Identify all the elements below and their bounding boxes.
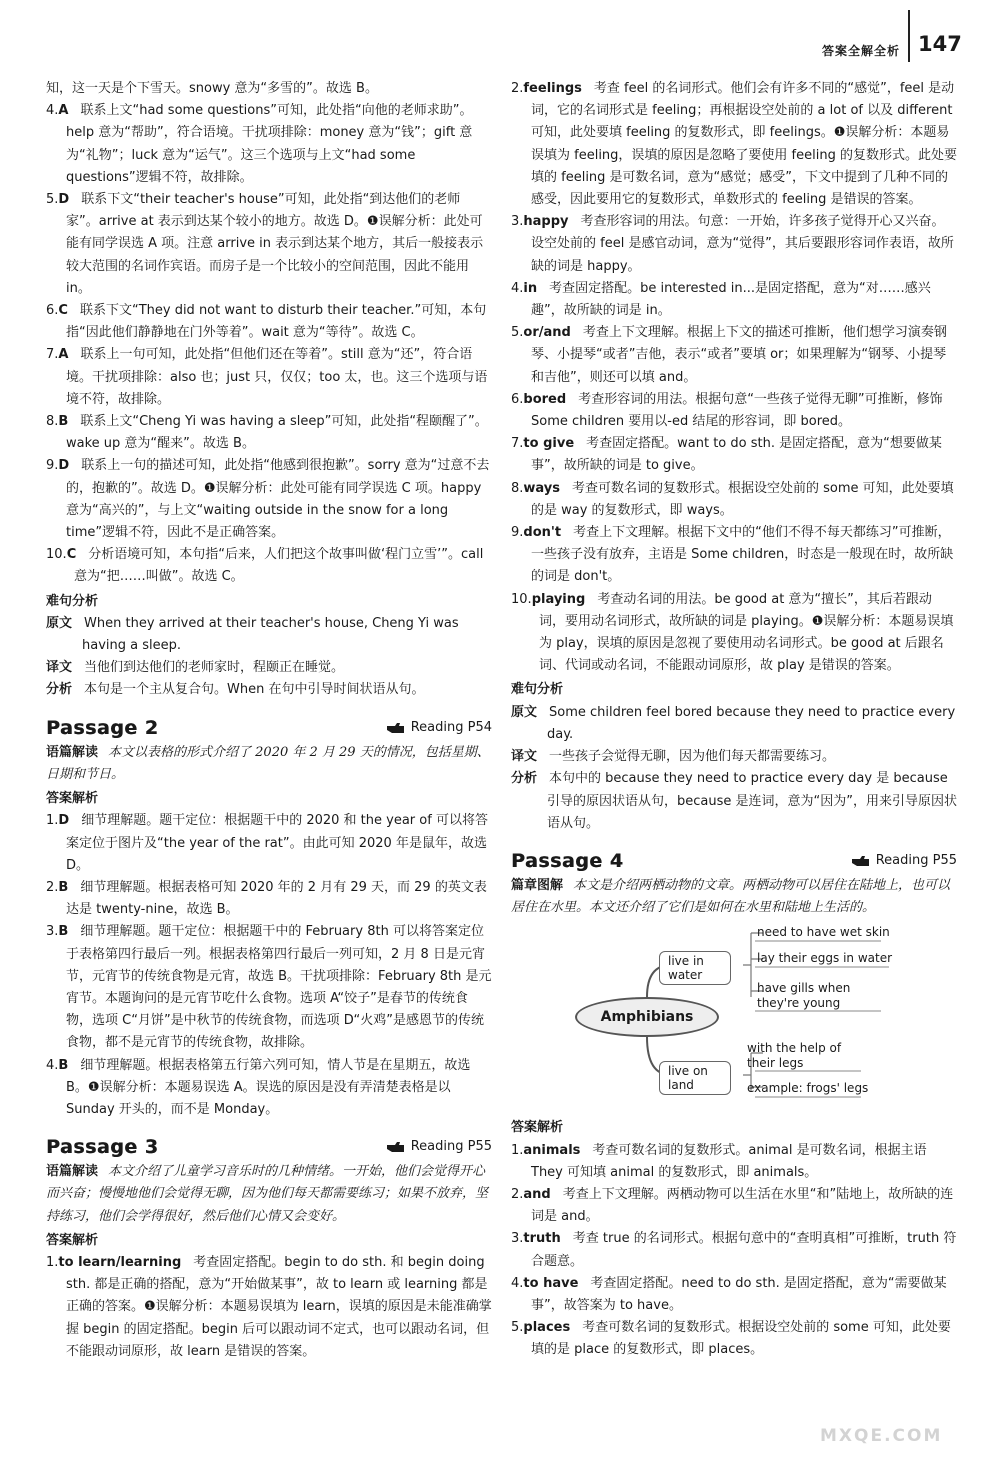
mindmap-leaf: example: frogs' legs	[747, 1081, 869, 1096]
intro-label: 语篇解读	[46, 1164, 99, 1180]
difficult-analysis	[46, 613, 492, 702]
answer-item	[46, 189, 492, 300]
passage2-intro	[46, 742, 492, 786]
answer-item	[511, 389, 957, 433]
answer-item	[46, 810, 492, 877]
item-answer: B	[58, 414, 69, 430]
item-text: 考查上下文理解。两栖动物可以生活在水里“和”陆地上，故所缺的连词是 and。	[531, 1186, 954, 1225]
answer-item	[511, 78, 957, 211]
item-text: 细节理解题。题干定位：根据题干中的 2020 和 the year of 可以将答案定位于图片及“the year of the rat”。由此可知 2020 年是鼠年，故选 D。	[66, 813, 488, 873]
item-answer: D	[58, 192, 70, 208]
item-answer: D	[58, 458, 70, 474]
difficult-title: 难句分析	[511, 682, 564, 698]
item-answer: happy	[523, 214, 569, 230]
item-number: 2.	[511, 81, 524, 96]
answers-title: 答案解析	[46, 791, 99, 807]
item-text: 考查动名词的用法。be good at 意为“擅长”，其后若跟动词，要用动名词形式，故所缺的词是 playing。❶误解分析：本题易误填为 play，误填的原因是忽视了要使用动名词形式。be good at 后跟名词、代词或动名词，不能跟动词原形，故 play 是错误的答案。	[539, 591, 954, 674]
item-text: 联系上一句可知，此处指“但他们还在等着”。still 意为“还”，符合语境。干扰项排除：also 也；just 只，仅仅；too 太，也。这三个选项与语境不符，故排除。	[66, 347, 488, 407]
item-answer: to give	[523, 436, 575, 452]
item-answer: B	[58, 1057, 69, 1073]
answer-item	[511, 278, 957, 322]
left-column	[46, 78, 492, 1363]
answer-item	[511, 589, 957, 678]
item-text: 考查可数名词的复数形式。animal 是可数名词，根据主语 They 可知填 animal 的复数形式，即 animals。	[531, 1142, 927, 1180]
answer-item	[511, 1140, 957, 1184]
passage3-ref-text: Reading P55	[410, 1139, 492, 1155]
analysis-label: 译文	[511, 749, 538, 765]
item-answer: feelings	[523, 81, 582, 96]
analysis-text: 本句中的 because they need to practice every day 是 because 引导的原因状语从句，because 是连词，意为“因为”，用来引导原因状语从句。	[547, 771, 957, 831]
analysis-label: 分析	[46, 682, 73, 698]
item-answer: playing	[531, 591, 586, 607]
mindmap-center: Amphibians	[575, 997, 719, 1037]
analysis-row	[46, 679, 492, 701]
analysis-text: 本句是一个主从复合句。When 在句中引导时间状语从句。	[84, 682, 425, 698]
item-number: 6.	[511, 391, 524, 407]
answer-item	[46, 921, 492, 1054]
item-answer: to learn/learning	[58, 1254, 182, 1270]
answer-item	[511, 1273, 957, 1317]
intro-text: 本文介绍了儿童学习音乐时的几种情绪。一开始，他们会觉得开心而兴奋；慢慢地他们会觉得无聊，因为他们每天都需要练习；如果不放弃，坚持练习，他们会学得很好，然后他们心情又会变好。	[46, 1164, 489, 1224]
passage4-title: Passage 4	[511, 849, 624, 872]
difficult-title: 难句分析	[46, 593, 99, 609]
analysis-label: 原文	[46, 615, 73, 631]
item-number: 10.	[46, 547, 67, 563]
intro-text: 本文是介绍两栖动物的文章。两栖动物可以居住在陆地上，也可以居住在水里。本文还介绍了它们是如何在水里和陆地上生活的。	[511, 877, 951, 916]
item-text: 考查上下文理解。根据下文中的“他们不得不每天都练习”可推断，一些孩子没有放弃，主语是 Some children，时态是一般现在时，故所缺的词是 don't。	[531, 525, 954, 585]
mindmap-land-node: live on land	[659, 1061, 731, 1095]
item-text: 联系上文“had some questions”可知，此处指“向他的老师求助”。help 意为“帮助”，符合语境。干扰项排除：money 意为“钱”；gift 意为“礼物”；luck 意为“运气”。这三个选项与上文“had some questions”逻辑不符，故排除。	[66, 103, 473, 185]
item-text: 分析语境可知，本句指“后来，人们把这个故事叫做‘程门立雪’”。call 意为“把……叫做”。故选 C。	[74, 547, 484, 585]
pointing-hand-icon	[387, 1141, 405, 1153]
item-answer: bored	[523, 391, 567, 407]
item-answer: and	[523, 1186, 551, 1202]
answer-item	[511, 522, 957, 589]
item-text: 考查固定搭配。begin to do sth. 和 begin doing sth. 都是正确的搭配，意为“开始做某事”，故 to learn 或 learning 都是正确的答案。❶误解分析：本题易误填为 learn，误填的原因是未能准确掌握 begin 的固定搭配。begin 后可以跟动词不定式，也可以跟动名词，但不能跟动词原形，故 learn 是错误的答案。	[66, 1254, 492, 1359]
item-text: 知，这一天是个下雪天。snowy 意为“多雪的”。故选 B。	[46, 81, 378, 96]
intro-label: 语篇解读	[46, 744, 99, 760]
answers-title: 答案解析	[46, 1232, 99, 1248]
answer-item	[511, 433, 957, 477]
item-text: 考查固定搭配。need to do sth. 是固定搭配，意为“需要做某事”，故答案为 to have。	[531, 1275, 947, 1313]
pointing-hand-icon	[852, 855, 870, 867]
answer-item	[511, 1317, 957, 1361]
item-answer: B	[58, 879, 69, 895]
item-answer: truth	[523, 1231, 561, 1247]
item-text: 考查 true 的名词形式。根据句意中的“查明真相”可推断，truth 符合题意。	[531, 1231, 957, 1269]
pointing-hand-icon	[387, 722, 405, 734]
answer-item	[511, 211, 957, 278]
mindmap-leaf: lay their eggs in water	[757, 951, 893, 966]
answer-item	[511, 1228, 957, 1272]
analysis-text: Some children feel bored because they need to practice every day.	[547, 704, 956, 742]
passage4-ref-text: Reading P55	[875, 852, 957, 868]
answer-item	[46, 877, 492, 921]
page-header	[0, 0, 1000, 70]
item-answer: animals	[523, 1142, 581, 1158]
passage4-intro	[511, 875, 957, 919]
intro-label: 篇章图解	[511, 877, 564, 893]
item-number: 1.	[46, 1254, 59, 1270]
passage3-ref	[387, 1136, 492, 1158]
item-text: 联系下文“They did not want to disturb their teacher.”可知，本句指“因此他们静静地在门外等着”。wait 意为“等待”。故选 C。	[66, 303, 487, 341]
analysis-text: 一些孩子会觉得无聊，因为他们每天都需要练习。	[549, 749, 836, 765]
analysis-row	[511, 768, 957, 835]
passage2-answers	[46, 810, 492, 1121]
answers-title: 答案解析	[511, 1120, 564, 1136]
answer-item	[46, 344, 492, 411]
item-answer: ways	[523, 480, 561, 496]
item-text: 联系下文“their teacher's house”可知，此处指“到达他们的老师家”。arrive at 表示到达某个较小的地方。故选 D。❶误解分析：此处可能有同学误选 A 项。注意 arrive in 表示到达某个地方，其后一般接表示较大范围的名词作宾语。而房子是一个比较小的空间范围，因此不能用 in。	[66, 192, 484, 296]
answer-item	[511, 1184, 957, 1228]
item-number: 8.	[511, 480, 524, 496]
answer-item	[46, 78, 492, 100]
item-number: 7.	[46, 347, 59, 363]
item-text: 联系上一句的描述可知，此处指“他感到很抱歉”。sorry 意为“过意不去的，抱歉的”。故选 D。❶误解分析：此处可能有同学误选 C 项。happy 意为“高兴的”，与上文“waiting outside in the snow for a long time”逻辑不符，因此不是正确答案。	[66, 458, 490, 541]
item-text: 考查形容词的用法。句意：一开始，许多孩子觉得开心又兴奋。设空处前的 feel 是感官动词，意为“觉得”，其后要跟形容词作表语，故所缺的词是 happy。	[531, 214, 954, 274]
item-answer: C	[66, 547, 77, 563]
answer-item	[46, 411, 492, 455]
passage2-ref-text: Reading P54	[410, 719, 492, 735]
passage2-title: Passage 2	[46, 716, 159, 739]
passage3-answers-cont	[511, 78, 957, 677]
answer-item	[511, 322, 957, 389]
item-number: 4.	[46, 103, 59, 119]
item-text: 考查固定搭配。want to do sth. 是固定搭配，意为“想要做某事”，故所缺的词是 to give。	[531, 436, 942, 474]
answer-item	[46, 1055, 492, 1122]
answer-item	[46, 300, 492, 344]
item-answer: A	[58, 103, 69, 119]
item-text: 细节理解题。根据表格可知 2020 年的 2 月有 29 天，而 29 的英文表达是 twenty-nine，故选 B。	[66, 879, 487, 918]
item-answer: in	[523, 280, 538, 296]
header-divider	[908, 10, 910, 62]
mindmap-leaf: have gills when they're young	[757, 981, 851, 1011]
item-text: 考查可数名词的复数形式。根据设空处前的 some 可知，此处要填的是 way 的复数形式，即 ways。	[531, 480, 954, 518]
passage3-title: Passage 3	[46, 1136, 159, 1159]
passage4-ref	[852, 850, 957, 872]
item-text: 考查形容词的用法。根据句意“一些孩子觉得无聊”可推断，修饰 Some children 要用以-ed 结尾的形容词，即 bored。	[531, 391, 943, 430]
right-column	[511, 78, 957, 1362]
item-text: 考查 feel 的名词形式。他们会有许多不同的“感觉”，feel 是动词，它的名词形式是 feeling；再根据设空处前的 a lot of 以及 different 可知，此处要填 feeling 的复数形式，即 feelings。❶误解分析：本题易误填为 feeling，误填的原因是忽略了要使用 feeling 的复数形式。此处要填的 feeling 是可数名词，意为“感觉；感受”，下文中提到了几种不同的感受，因此要用它的复数形式，单数形式的 feeling 是错误的答案。	[531, 81, 957, 208]
item-number: 4.	[46, 1057, 59, 1073]
item-number: 7.	[511, 436, 524, 452]
difficult-analysis	[511, 702, 957, 835]
item-answer: or/and	[523, 325, 571, 341]
site-watermark	[820, 1385, 980, 1445]
item-number: 9.	[46, 458, 59, 474]
passage2-header	[46, 714, 492, 742]
passage3-header	[46, 1133, 492, 1161]
analysis-row	[46, 613, 492, 657]
item-answer: B	[58, 924, 69, 940]
answer-item	[511, 478, 957, 522]
header-label: 答案全解全析	[821, 44, 900, 58]
item-number: 3.	[511, 214, 524, 230]
passage4-header	[511, 847, 957, 875]
item-answer: places	[523, 1320, 571, 1336]
answer-item	[46, 455, 492, 544]
passage3-intro	[46, 1161, 492, 1228]
passage4-answers	[511, 1140, 957, 1362]
item-answer: C	[58, 303, 68, 319]
analysis-text: 当他们到达他们的老师家时，程颐正在睡觉。	[84, 660, 345, 676]
item-number: 10.	[511, 591, 532, 607]
item-text: 细节理解题。题干定位：根据题干中的 February 8th 可以将答案定位于表格第四行最后一列。根据表格第四行最后一列可知，2 月 8 日是元宵节，元宵节的传统食物是元宵，故选 B。干扰项排除：February 8th 是元宵节。本题询问的是元宵节吃什么食物。选项 A“饺子”是春节的传统食物，选项 C“月饼”是中秋节的传统食物，而选项 D“火鸡”是感恩节的传统食物，都不是元宵节的传统食物，故排除。	[66, 924, 492, 1051]
intro-text: 本文以表格的形式介绍了 2020 年 2 月 29 天的情况，包括星期、日期和节日。	[46, 744, 490, 782]
analysis-row	[46, 657, 492, 679]
mindmap-leaf: with the help of their legs	[747, 1041, 842, 1071]
amphibians-mindmap	[511, 925, 957, 1115]
answer-item	[46, 100, 492, 189]
item-number: 5.	[511, 325, 524, 341]
item-text: 考查固定搭配。be interested in...是固定搭配，意为“对……感兴趣”，故所缺的词是 in。	[531, 280, 931, 319]
item-number: 5.	[46, 192, 59, 208]
item-answer: A	[58, 347, 69, 363]
item-answer: to have	[523, 1275, 579, 1291]
item-number: 9.	[511, 525, 524, 541]
item-number: 3.	[46, 924, 59, 940]
item-text: 考查可数名词的复数形式。根据设空处前的 some 可知，此处要填的是 place 的复数形式，即 places。	[531, 1320, 951, 1358]
mindmap-leaf: need to have wet skin	[757, 925, 890, 940]
answer-item	[46, 1252, 492, 1363]
item-number: 2.	[46, 879, 59, 895]
answer-item	[46, 544, 492, 588]
passage1-answers	[46, 78, 492, 589]
passage3-answers	[46, 1252, 492, 1363]
item-text: 考查上下文理解。根据上下文的描述可推断，他们想学习演奏钢琴、小提琴“或者”吉他，表示“或者”要填 or；如果理解为“钢琴、小提琴和吉他”，则还可以填 and。	[531, 325, 947, 385]
item-answer: don't	[523, 525, 562, 541]
analysis-label: 分析	[511, 771, 538, 787]
item-number: 5.	[511, 1320, 524, 1336]
analysis-label: 原文	[511, 704, 538, 720]
item-number: 8.	[46, 414, 59, 430]
analysis-row	[511, 702, 957, 746]
page-number: 147	[918, 32, 962, 56]
watermark-text: MXQE.COM	[820, 1426, 943, 1446]
item-text: 联系上文“Cheng Yi was having a sleep”可知，此处指“程颐醒了”。wake up 意为“醒来”。故选 B。	[66, 414, 488, 452]
item-number: 4.	[511, 280, 524, 296]
item-number: 4.	[511, 1275, 524, 1291]
mindmap-water-node: live in water	[659, 951, 731, 985]
item-number: 6.	[46, 303, 59, 319]
item-number: 1.	[46, 813, 59, 829]
analysis-row	[511, 746, 957, 768]
analysis-text: When they arrived at their teacher's house, Cheng Yi was having a sleep.	[82, 615, 459, 654]
passage2-ref	[387, 717, 492, 739]
item-number: 2.	[511, 1186, 524, 1202]
analysis-label: 译文	[46, 660, 73, 676]
item-number: 3.	[511, 1231, 524, 1247]
item-text: 细节理解题。根据表格第五行第六列可知，情人节是在星期五，故选 B。❶误解分析：本题易误选 A。误选的原因是没有弄清楚表格是以 Sunday 开头的，而不是 Monday。	[66, 1057, 471, 1117]
item-answer: D	[58, 813, 70, 829]
item-number: 1.	[511, 1142, 524, 1158]
